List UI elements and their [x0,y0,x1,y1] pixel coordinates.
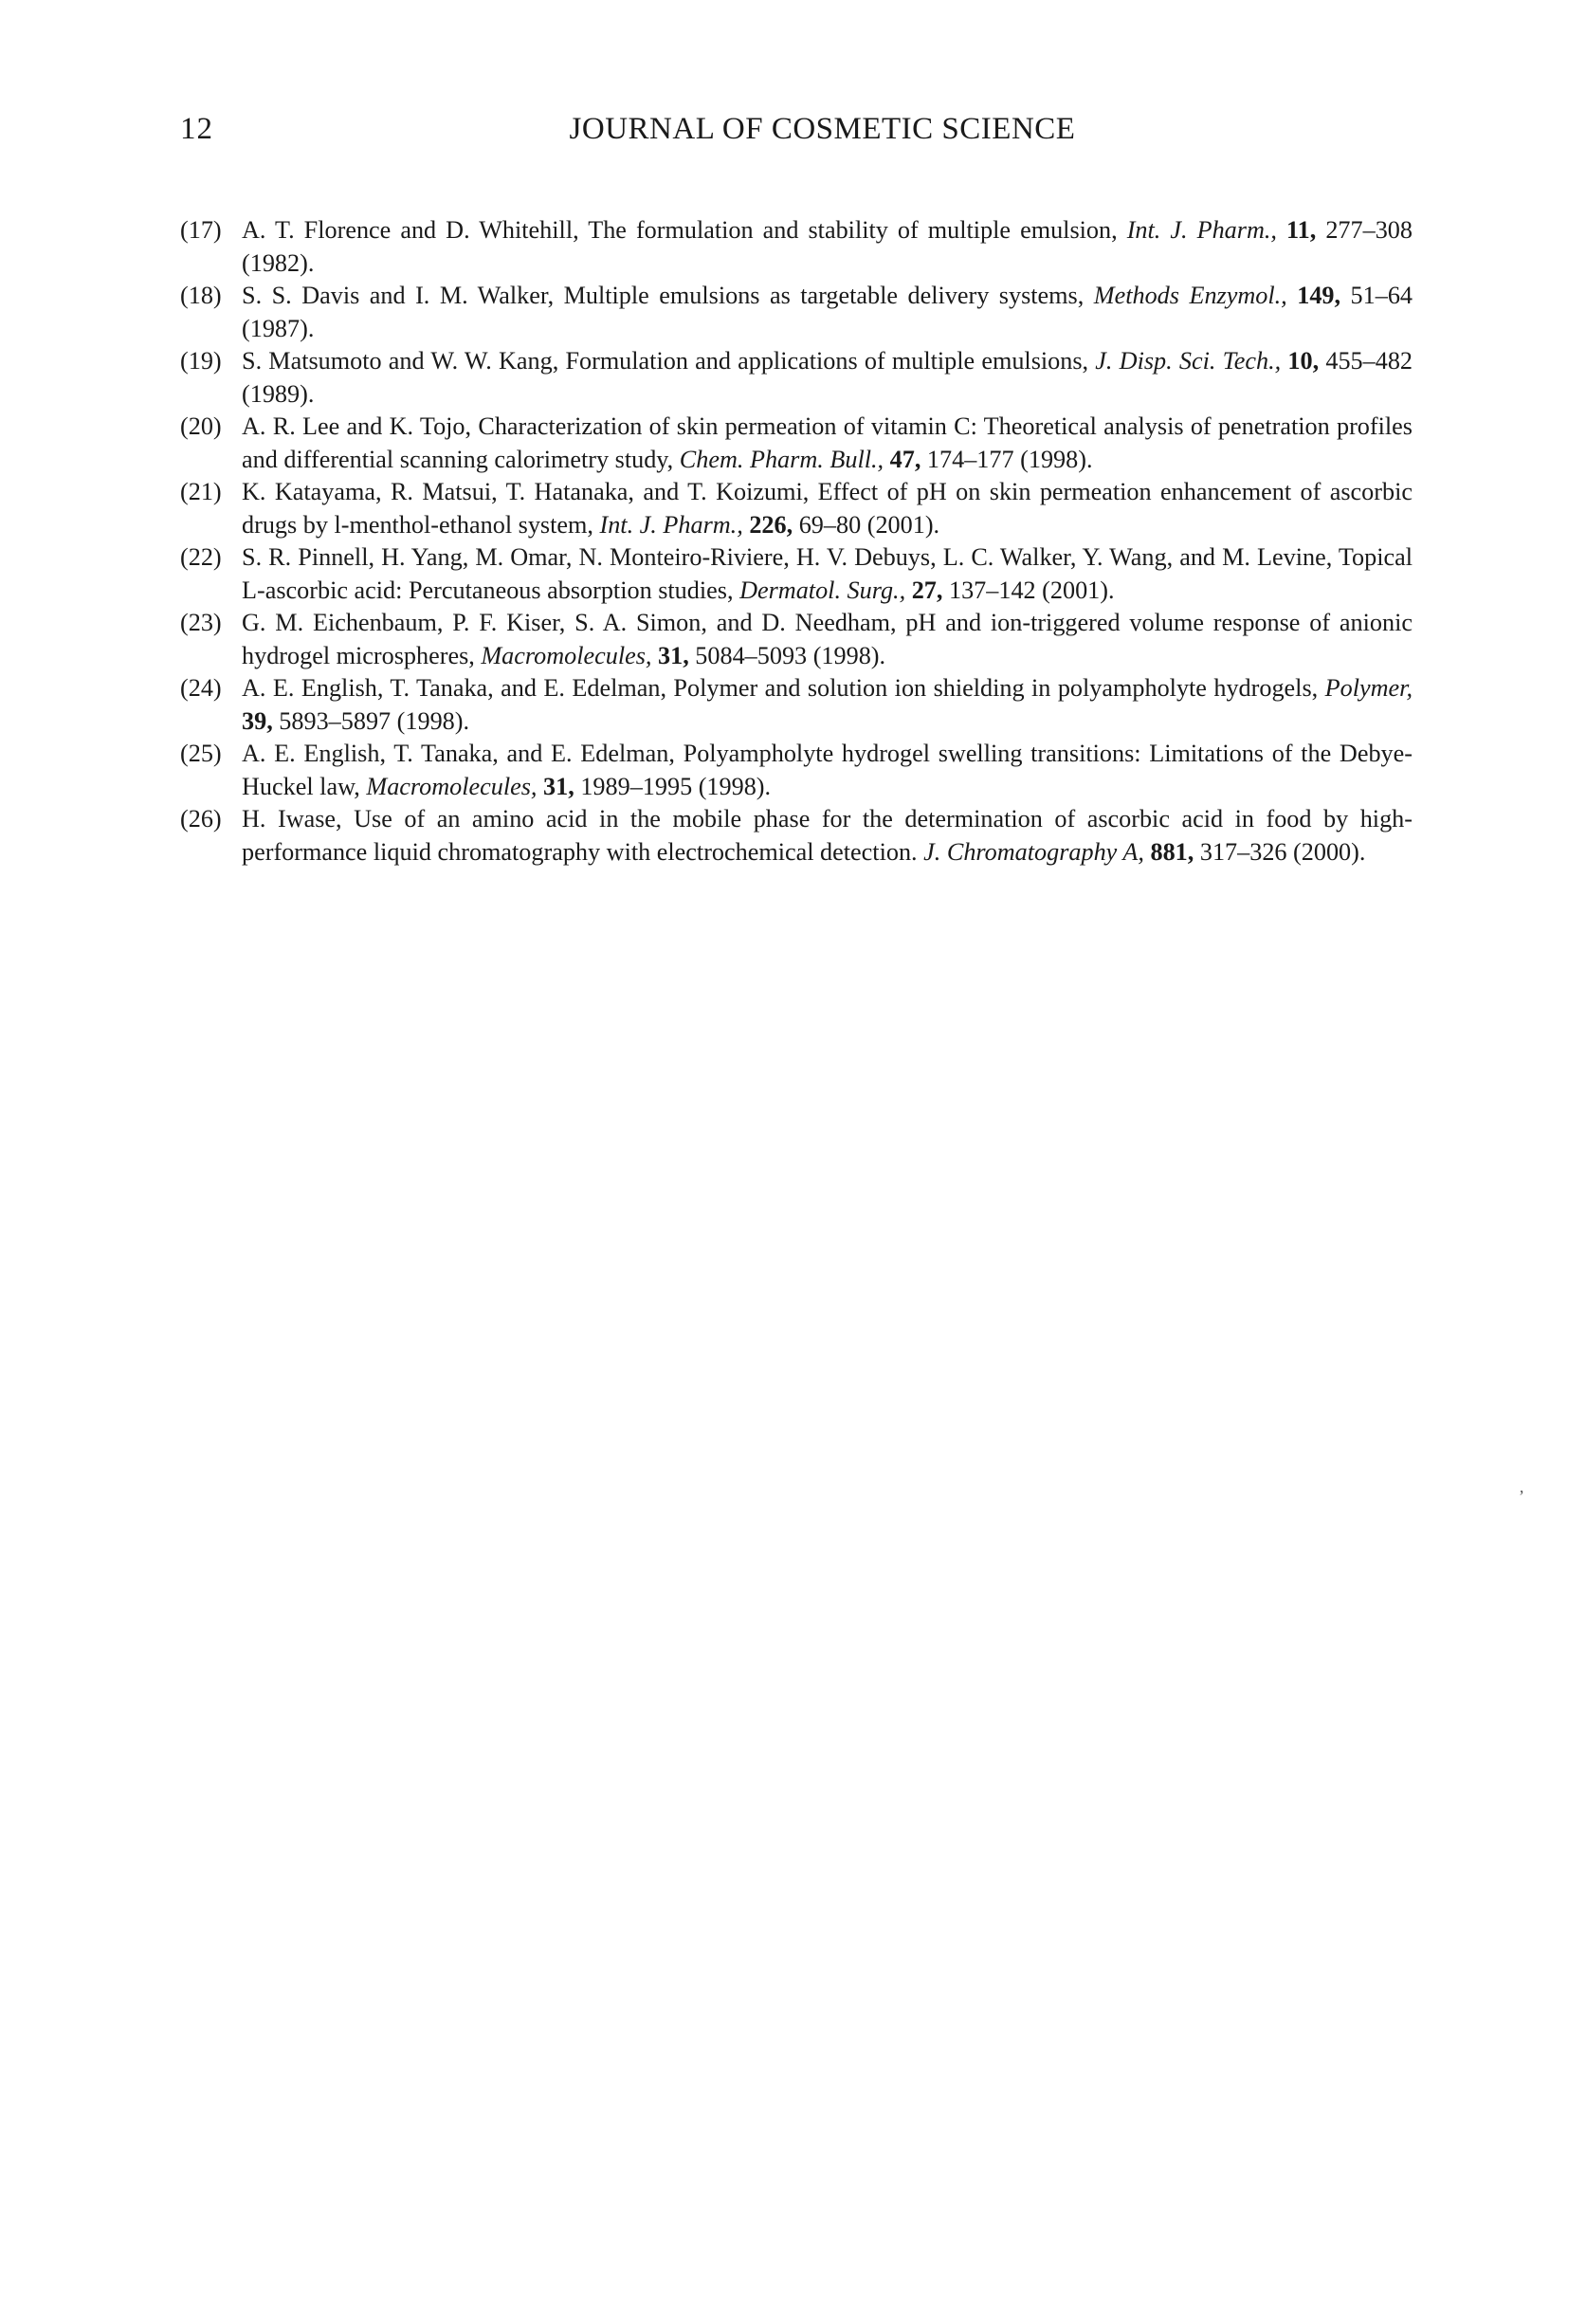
reference-volume: 39, [242,706,273,735]
reference-number: (26) [180,805,222,833]
reference-journal: Polymer, [1324,674,1413,702]
reference-authors-title: S. Matsumoto and W. W. Kang, Formulation and applications of multiple emulsions, [242,347,1096,375]
page-number: 12 [180,112,213,146]
stray-print-mark: ʼ [1519,1487,1524,1506]
reference-authors-title: A. E. English, T. Tanaka, and E. Edelman, Polyampholyte hydrogel swelling transitions: Limitations of the Debye-Huckel law, [242,740,1413,800]
reference-pages-year: 317–326 (2000). [1194,837,1366,866]
reference-item [180,345,1413,411]
reference-journal: Macromolecules, [366,772,538,800]
reference-journal: Methods Enzymol., [1093,282,1287,309]
reference-volume: 27, [911,576,943,604]
reference-pages-year: 455–482 (1989). [242,347,1413,408]
reference-authors-title: G. M. Eichenbaum, P. F. Kiser, S. A. Simon, and D. Needham, pH and ion-triggered volume response of anionic hydrogel microspheres, [242,609,1413,669]
reference-journal: J. Disp. Sci. Tech., [1095,347,1282,375]
reference-item [180,411,1413,476]
reference-authors-title: A. T. Florence and D. Whitehill, The formulation and stability of multiple emulsion, [242,216,1127,244]
reference-authors-title: S. S. Davis and I. M. Walker, Multiple emulsions as targetable delivery systems, [242,282,1094,309]
reference-pages-year: 5084–5093 (1998). [688,641,886,669]
reference-authors-title: A. R. Lee and K. Tojo, Characterization of skin permeation of vitamin C: Theoretical analysis of penetration profiles and differential scanning calorimetry study, [242,412,1413,473]
reference-volume: 149, [1297,282,1341,309]
reference-journal: Chem. Pharm. Bull., [679,445,884,473]
reference-pages-year: 137–142 (2001). [942,576,1115,604]
reference-volume: 47, [889,445,921,473]
reference-item [180,476,1413,541]
reference-volume: 31, [543,772,574,800]
reference-volume: 31, [658,641,689,669]
reference-pages-year: 1989–1995 (1998). [574,772,772,800]
reference-number: (25) [180,740,222,767]
reference-item [180,541,1413,607]
reference-number: (17) [180,216,222,244]
reference-number: (20) [180,412,222,440]
reference-volume: 226, [749,510,793,539]
reference-authors-title: K. Katayama, R. Matsui, T. Hatanaka, and T. Koizumi, Effect of pH on skin permeation enhancement of ascorbic drugs by l-menthol-ethanol system, [242,478,1413,539]
reference-pages-year: 277–308 (1982). [242,216,1413,277]
reference-volume: 11, [1286,216,1317,244]
reference-number: (21) [180,478,222,505]
reference-item [180,214,1413,280]
reference-journal: Int. J. Pharm., [1126,216,1277,244]
reference-item [180,672,1413,738]
reference-journal: Dermatol. Surg., [739,576,906,604]
reference-pages-year: 174–177 (1998). [921,445,1093,473]
reference-number: (18) [180,282,222,309]
reference-authors-title: A. E. English, T. Tanaka, and E. Edelman, Polymer and solution ion shielding in polyampholyte hydrogels, [242,674,1325,702]
reference-item [180,803,1413,869]
reference-item [180,280,1413,345]
reference-number: (23) [180,609,222,636]
reference-pages-year: 51–64 (1987). [242,282,1413,342]
reference-pages-year: 5893–5897 (1998). [272,706,470,735]
reference-volume: 881, [1150,837,1194,866]
reference-journal: J. Chromatography A, [923,837,1144,866]
reference-number: (19) [180,347,222,375]
reference-journal: Macromolecules, [481,641,652,669]
reference-volume: 10, [1287,347,1320,375]
reference-number: (24) [180,674,222,702]
reference-pages-year: 69–80 (2001). [793,510,940,539]
reference-journal: Int. J. Pharm., [599,510,743,539]
reference-number: (22) [180,543,222,571]
reference-item [180,607,1413,672]
reference-list [180,214,1413,869]
running-head [180,112,1408,154]
journal-title: JOURNAL OF COSMETIC SCIENCE [569,112,1076,146]
reference-authors-title: S. R. Pinnell, H. Yang, M. Omar, N. Monteiro-Riviere, H. V. Debuys, L. C. Walker, Y. Wang, and M. Levine, Topical L-ascorbic acid: Percutaneous absorption studies, [242,543,1413,604]
reference-item [180,738,1413,803]
reference-authors-title: H. Iwase, Use of an amino acid in the mobile phase for the determination of ascorbic acid in food by high-performance liquid chromatography with electrochemical detection. [242,805,1413,866]
